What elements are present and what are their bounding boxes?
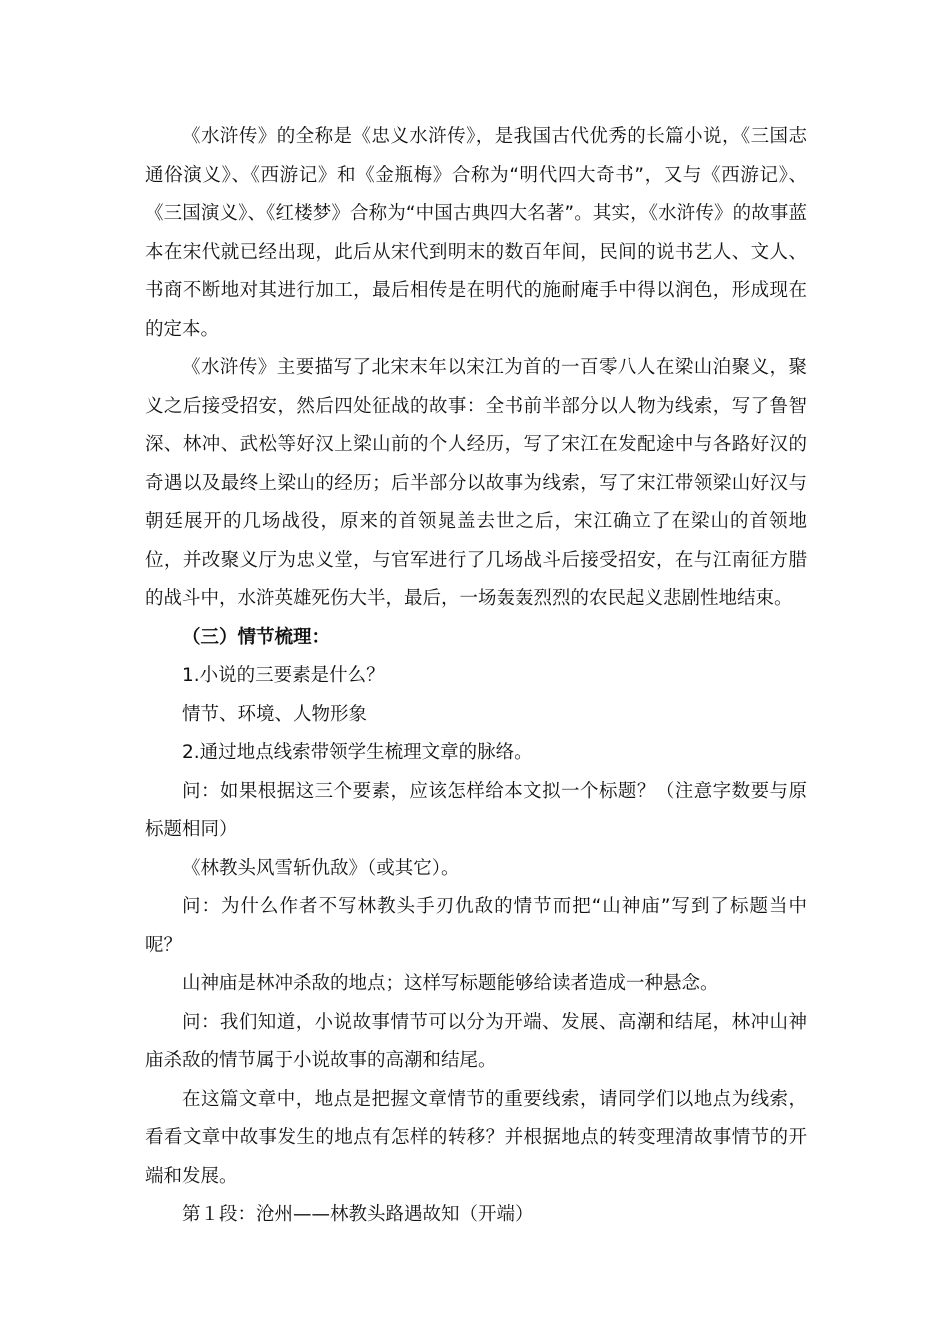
answer-three-elements: 情节、环境、人物形象 — [182, 703, 368, 725]
question-temple: 问：为什么作者不写林教头手刃仇敌的情节而把“山神庙”写到了标题当中呢？ — [145, 896, 807, 956]
paragraph-intro-title: 《水浒传》的全称是《忠义水浒传》，是我国古代优秀的长篇小说，《三国志通俗演义》、《西游记》和《金瓶梅》合称为“明代四大奇书”，又与《西游记》、《三国演义》、《红楼梦》合称为“中国古典四大名著”。其实，《水浒传》的故事蓝本在宋代就已经出现，此后从宋代到明末的数百年间，民间的说书艺人、文人、书商不断地对其进行加工，最后相传是在明代的施耐庵手中得以润色，形成现在的定本。 — [145, 126, 807, 340]
paragraph-segment-1: 第１段：沧州——林教头路遇故知（开端） — [182, 1204, 534, 1225]
task-location-clue: 2.通过地点线索带领学生梳理文章的脉络。 — [182, 742, 533, 763]
paragraph-location-task: 在这篇文章中，地点是把握文章情节的重要线索，请同学们以地点为线索，看看文章中故事发生的地点有怎样的转移？并根据地点的转变理清故事情节的开端和发展。 — [145, 1088, 807, 1187]
question-three-elements: 1.小说的三要素是什么？ — [182, 665, 385, 686]
question-title: 问：如果根据这三个要素，应该怎样给本文拟一个标题？（注意字数要与原标题相同） — [145, 780, 807, 840]
answer-title: 《林教头风雪斩仇敌》（或其它）。 — [182, 857, 460, 879]
paragraph-plot-summary: 《水浒传》主要描写了北宋末年以宋江为首的一百零八人在梁山泊聚义，聚义之后接受招安，然后四处征战的故事：全书前半部分以人物为线索，写了鲁智深、林冲、武松等好汉上梁山前的个人经历，写了宋江在发配途中与各路好汉的奇遇以及最终上梁山的经历；后半部分以故事为线索，写了宋江带领梁山好汉与朝廷展开的几场战役，原来的首领晁盖去世之后，宋江确立了在梁山的首领地位，并改聚义厅为忠义堂，与官军进行了几场战斗后接受招安，在与江南征方腊的战斗中，水浒英雄死伤大半，最后，一场轰轰烈烈的农民起义悲剧性地结束。 — [145, 357, 807, 609]
document-body — [145, 118, 807, 1235]
answer-temple: 山神庙是林冲杀敌的地点；这样写标题能够给读者造成一种悬念。 — [182, 973, 719, 994]
question-plot-stages: 问：我们知道，小说故事情节可以分为开端、发展、高潮和结尾，林冲山神庙杀敌的情节属于小说故事的高潮和结尾。 — [145, 1011, 807, 1071]
section-heading-plot: （三）情节梳理： — [182, 626, 331, 648]
